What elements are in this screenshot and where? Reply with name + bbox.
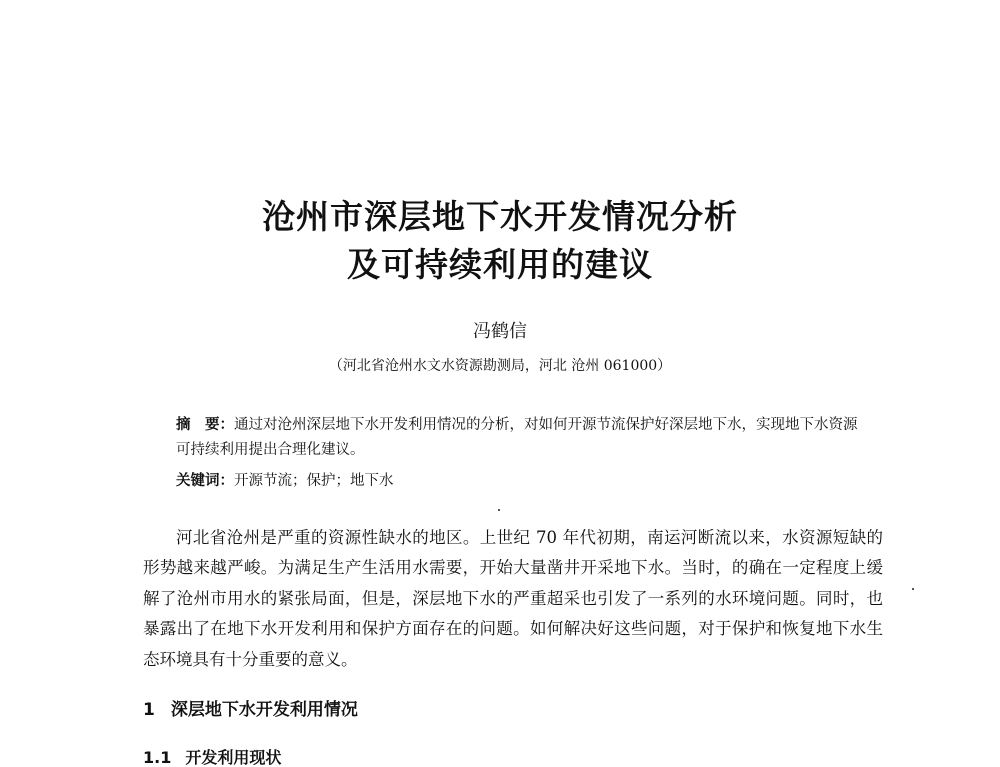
subsection-number: 1.1	[143, 748, 172, 767]
abstract-label: 摘 要：	[176, 416, 234, 433]
keywords-label: 关键词：	[176, 472, 234, 489]
paper-title-line-1: 沧州市深层地下水开发情况分析	[262, 197, 738, 236]
section-title: 深层地下水开发利用情况	[170, 700, 358, 720]
keywords	[176, 468, 866, 494]
author-name: 冯鹤信	[473, 321, 527, 342]
subsection-title: 开发利用现状	[185, 748, 282, 767]
subsection-heading-1-1	[143, 750, 281, 766]
abstract-text: 通过对沧州深层地下水开发利用情况的分析，对如何开源节流保护好深层地下水，实现地下水资源可持续利用提出合理化建议。	[176, 417, 858, 458]
intro-paragraph: 河北省沧州是严重的资源性缺水的地区。上世纪 70 年代初期，南运河断流以来，水资源短缺的形势越来越严峻。为满足生产生活用水需要，开始大量凿井开采地下水。当时，的确在一定程度上缓解了沧州市用水的紧张局面，但是，深层地下水的严重超采也引发了一系列的水环境问题。同时，也暴露出了在地下水开发利用和保护方面存在的问题。如何解决好这些问题，对于保护和恢复地下水生态环境具有十分重要的意义。	[143, 528, 883, 669]
keywords-text: 开源节流；保护；地下水	[234, 473, 394, 489]
scan-speck	[498, 509, 500, 511]
author-affiliation: （河北省沧州水文水资源勘测局，河北 沧州 061000）	[328, 358, 672, 374]
abstract	[176, 412, 866, 463]
section-number: 1	[143, 700, 155, 720]
paper-title-line-2: 及可持续利用的建议	[347, 245, 653, 284]
scan-speck	[912, 588, 914, 590]
section-heading-1	[143, 702, 358, 719]
